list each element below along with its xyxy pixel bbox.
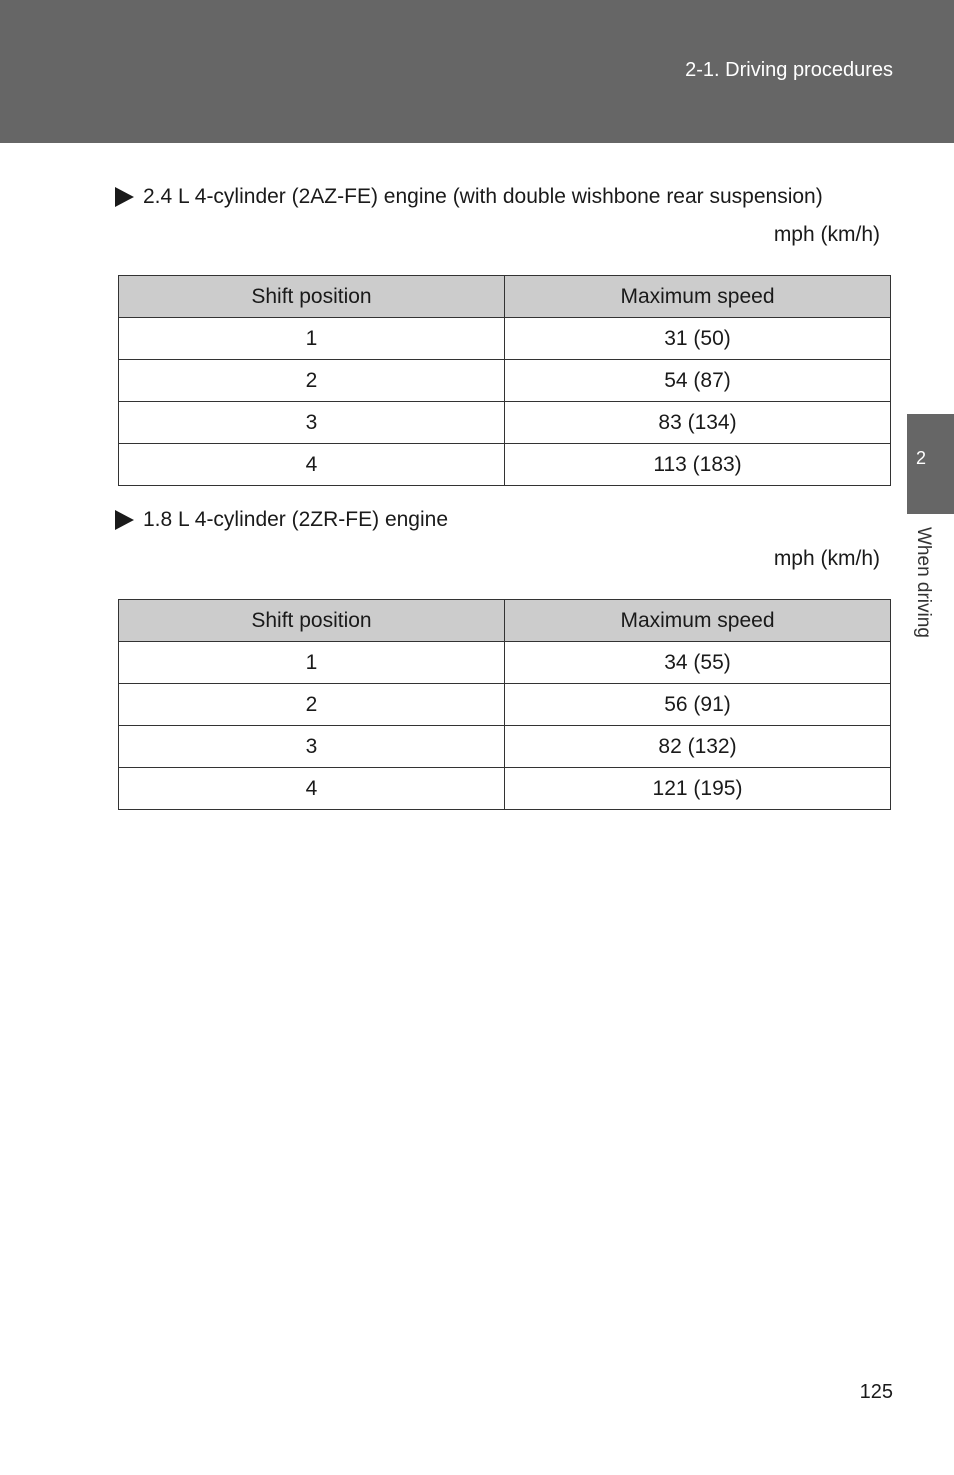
table-row (119, 402, 891, 444)
shift-position-cell: 4 (119, 768, 505, 810)
play-triangle-icon (115, 510, 134, 530)
chapter-tab (907, 414, 954, 514)
table-row (119, 444, 891, 486)
table-header-row (119, 600, 891, 642)
maximum-speed-cell: 121 (195) (505, 768, 891, 810)
section-heading-2zr (115, 508, 448, 532)
table-row (119, 318, 891, 360)
maximum-speed-cell: 54 (87) (505, 360, 891, 402)
table-row (119, 360, 891, 402)
table-row (119, 642, 891, 684)
unit-label: mph (km/h) (773, 547, 880, 570)
maximum-speed-cell: 82 (132) (505, 726, 891, 768)
maximum-speed-cell: 113 (183) (505, 444, 891, 486)
maximum-speed-cell: 34 (55) (505, 642, 891, 684)
shift-position-cell: 1 (119, 318, 505, 360)
table-row (119, 726, 891, 768)
chapter-side-label: When driving (913, 527, 934, 638)
column-header-shift-position: Shift position (119, 600, 505, 642)
chapter-tab-number: 2 (916, 448, 927, 468)
shift-position-cell: 4 (119, 444, 505, 486)
maximum-speed-cell: 83 (134) (505, 402, 891, 444)
section-heading-text: 2.4 L 4-cylinder (2AZ-FE) engine (with double wishbone rear suspension) (143, 185, 823, 208)
shift-position-cell: 3 (119, 402, 505, 444)
maximum-speed-cell: 56 (91) (505, 684, 891, 726)
column-header-maximum-speed: Maximum speed (505, 276, 891, 318)
speed-table-2az (118, 275, 891, 486)
section-heading-text: 1.8 L 4-cylinder (2ZR-FE) engine (143, 508, 449, 531)
table-row (119, 684, 891, 726)
play-triangle-icon (115, 187, 134, 207)
column-header-shift-position: Shift position (119, 276, 505, 318)
table-row (119, 768, 891, 810)
speed-table-2zr (118, 599, 891, 810)
unit-label: mph (km/h) (773, 223, 880, 246)
maximum-speed-cell: 31 (50) (505, 318, 891, 360)
column-header-maximum-speed: Maximum speed (505, 600, 891, 642)
shift-position-cell: 1 (119, 642, 505, 684)
table-header-row (119, 276, 891, 318)
shift-position-cell: 2 (119, 684, 505, 726)
section-heading-2az (115, 185, 823, 209)
shift-position-cell: 3 (119, 726, 505, 768)
page-number: 125 (859, 1381, 893, 1403)
chapter-title: 2-1. Driving procedures (685, 59, 893, 81)
shift-position-cell: 2 (119, 360, 505, 402)
